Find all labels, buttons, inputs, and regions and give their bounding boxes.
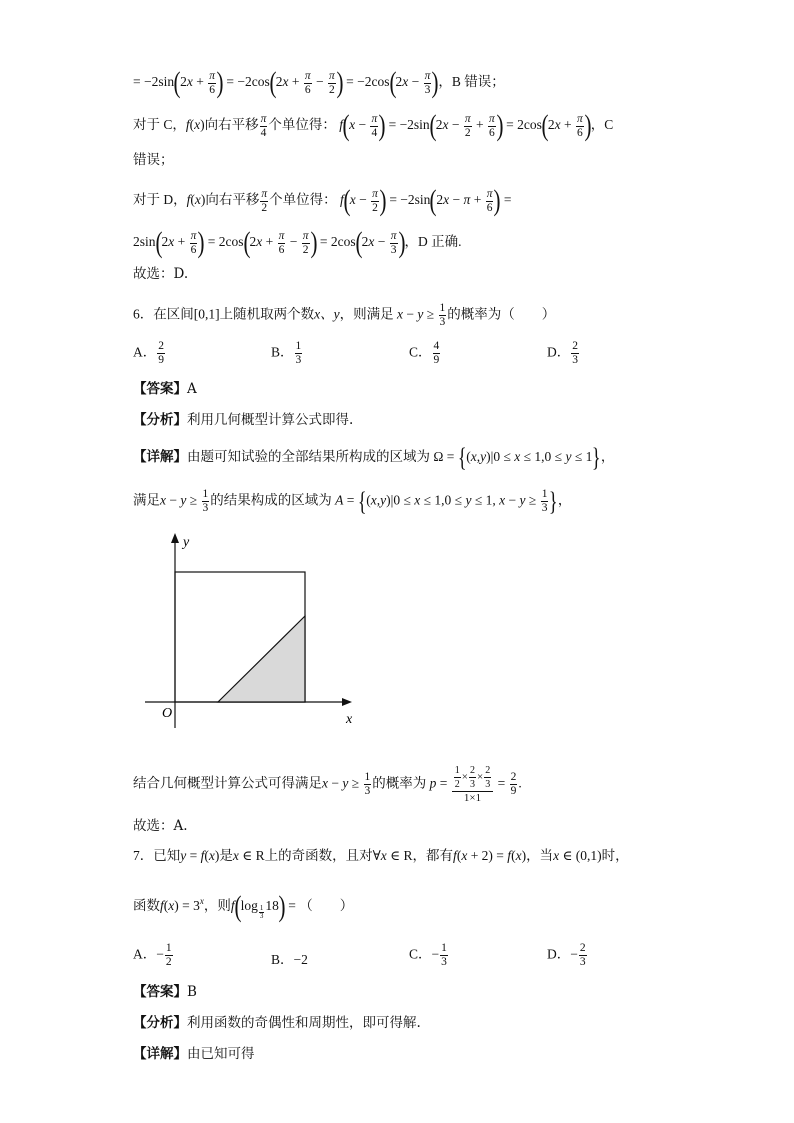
c-wrong: 错误； — [133, 152, 174, 168]
b-wrong-text: ，B 错误； — [438, 74, 505, 90]
q7-option-d[interactable]: D．− $\frac{2}{3}$ — [547, 942, 586, 968]
x-axis-label: x — [346, 712, 353, 727]
q6-stem: 6．在区间[0,1]上随机取两个数x、y，则满足 x − y ≥ $\frac{1}{3}$ 的概率为（ ） — [133, 302, 556, 328]
shaded-region — [218, 616, 305, 702]
origin-label: O — [162, 706, 173, 721]
q7-line2: 函数$f(x) = 3^x$，则f(log $_{\frac{1}{3}}$ 18) = （ ） — [133, 889, 354, 923]
solution-line-c: 对于 C，f(x)向右平移 $\frac{\pi}{4}$ 个单位得： f(x − $\frac{\pi}{4}$ ) = −2sin(2x − $\frac{\pi}{2}$ + $\frac{\pi}{6}$ ) = 2cos(2x + $\frac{\pi}{6}$ )，C — [133, 109, 614, 142]
y-axis-label: y — [183, 535, 190, 550]
solution-line-d: 对于 D，f(x)向右平移 $\frac{\pi}{2}$ 个单位得： f(x − $\frac{\pi}{2}$ ) = −2sin(2x − π + $\frac{\pi}{6}$ ) = — [133, 184, 512, 217]
solution-line-d2: 2sin(2x + $\frac{\pi}{6}$ ) = 2cos(2x + $\frac{\pi}{6}$ − $\frac{\pi}{2}$ ) = 2cos(2x − $\frac{\pi}{3}$ )，D 正确. — [133, 226, 462, 259]
probability-region-figure — [140, 528, 370, 733]
q7-detail: 【详解】由已知可得 — [133, 1046, 255, 1062]
q6-option-a[interactable]: A． $\frac{2}{9}$ — [133, 340, 164, 366]
q6-option-d[interactable]: D． $\frac{2}{3}$ — [547, 340, 578, 366]
q6-combine: 结合几何概型计算公式可得满足x − y ≥ $\frac{1}{3}$ 的概率为 p = $\frac{1}{2}$ × $\frac{2}{3}$ × $\frac{2}{3}$ 1×1 = $\frac{2}{9}$ . — [133, 765, 522, 804]
solution-line-b: = −2sin(2x + $\frac{\pi}{6}$ ) = −2cos(2x + $\frac{\pi}{6}$ − $\frac{\pi}{2}$ ) = −2cos(2x − $\frac{\pi}{3}$ )，B 错误； — [133, 66, 505, 99]
q7-analysis: 【分析】利用函数的奇偶性和周期性，即可得解. — [133, 1015, 421, 1031]
q6-analysis: 【分析】利用几何概型计算公式即得. — [133, 412, 354, 428]
y-axis-arrow-icon — [171, 533, 179, 543]
q7-answer: 【答案】B — [133, 984, 197, 1000]
x-axis-arrow-icon — [342, 698, 352, 706]
q7-option-a[interactable]: A．− $\frac{1}{2}$ — [133, 942, 172, 968]
q6-detail-1: 【详解】由题可知试验的全部结果所构成的区域为 Ω = {(x,y)|0 ≤ x ≤ 1,0 ≤ y ≤ 1}， — [133, 443, 615, 472]
q6-answer: 【答案】A — [133, 381, 197, 397]
choose-d: 故选：D. — [133, 266, 189, 282]
choose-a: 故选：A. — [133, 818, 188, 834]
q6-detail-2: 满足x − y ≥ $\frac{1}{3}$ 的结果构成的区域为 A = {(x,y)|0 ≤ x ≤ 1,0 ≤ y ≤ 1, x − y ≥ $\frac{1}{3}$ }， — [133, 486, 572, 516]
q6-option-b[interactable]: B． $\frac{1}{3}$ — [271, 340, 302, 366]
q7-option-c[interactable]: C．− $\frac{1}{3}$ — [409, 942, 447, 968]
q7-option-b[interactable]: B．−2 — [271, 952, 308, 967]
q7-stem: 7．已知y = f(x)是x ∈ R上的奇函数，且对∀x ∈ R，都有f(x + 2) = f(x)，当x ∈ (0,1)时， — [133, 848, 629, 863]
q6-option-c[interactable]: C． $\frac{4}{9}$ — [409, 340, 440, 366]
